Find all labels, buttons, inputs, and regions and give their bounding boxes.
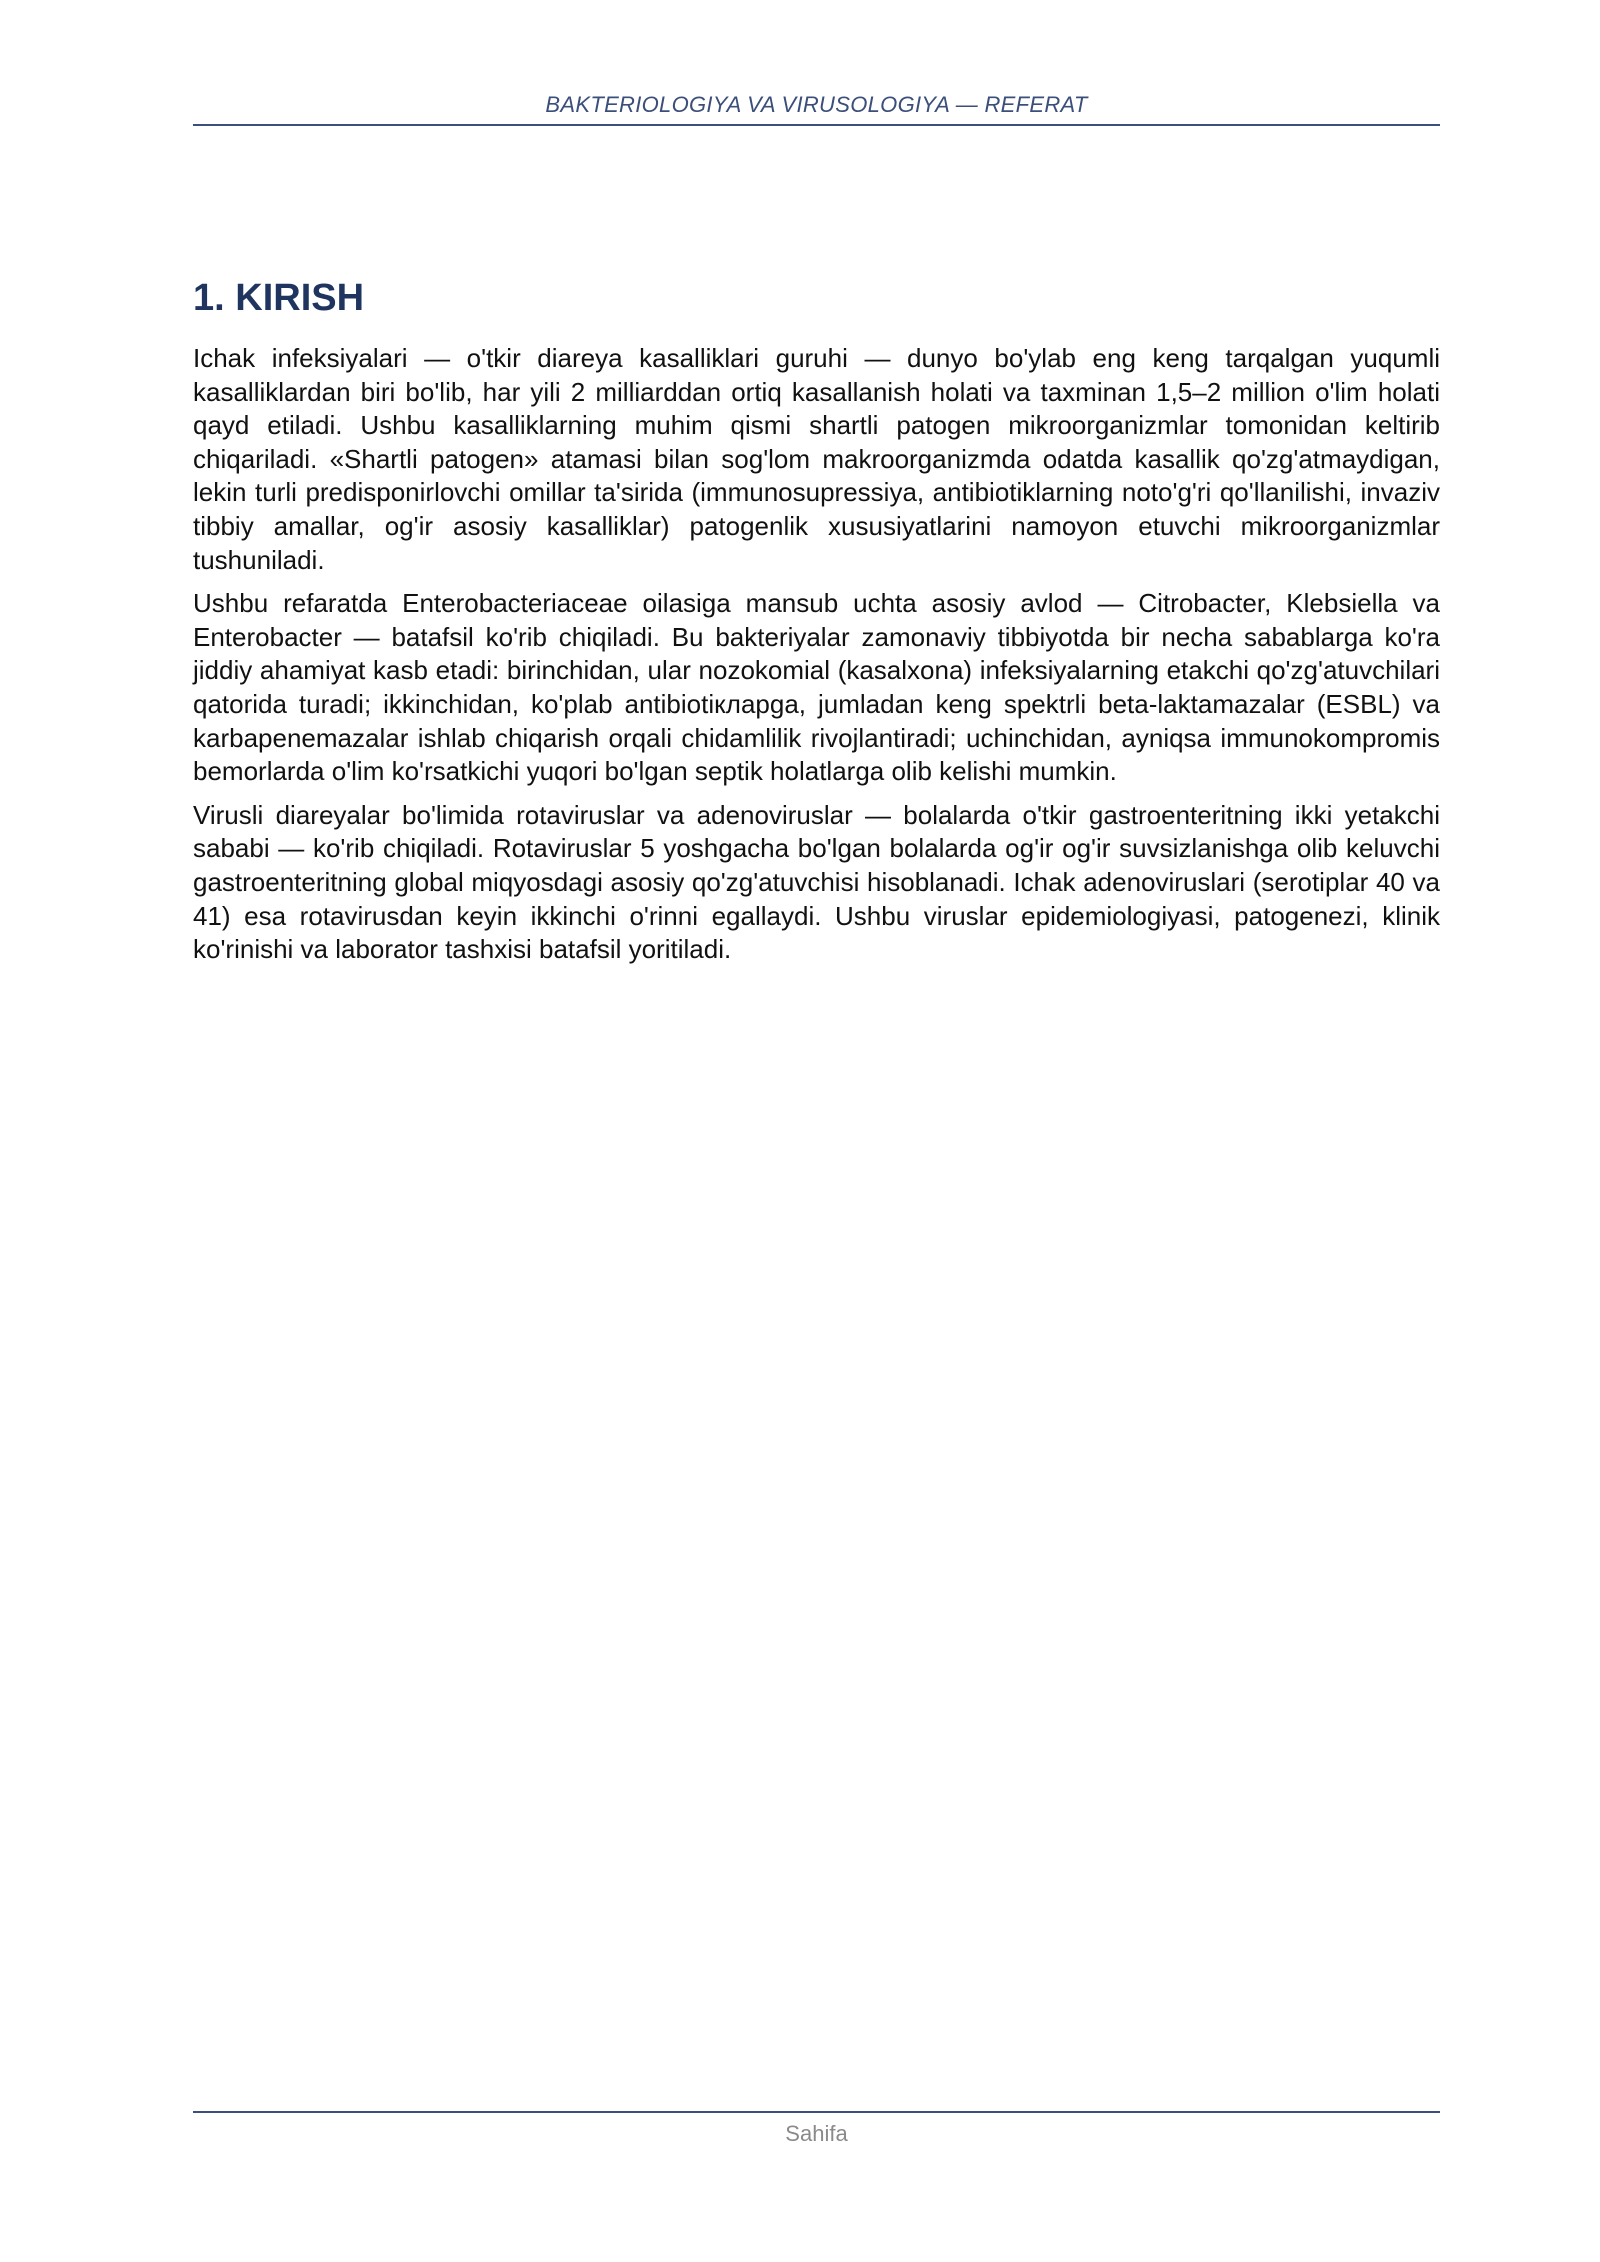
footer-divider (193, 2111, 1440, 2113)
section-title: 1. KIRISH (193, 277, 365, 319)
page-footer-label: Sahifa (785, 2121, 848, 2146)
running-header: BAKTERIOLOGIYA VA VIRUSOLOGIYA — REFERAT (545, 92, 1088, 117)
paragraph-bacteria: Ushbu refaratda Enterobacteriaceae oilasiga mansub uchta asosiy avlod — Citrobacter, Klebsiella va Enterobacter — batafsil ko'rib chiqiladi. Bu bakteriyalar zamonaviy tibbiyotda bir necha sabablarga ko'ra jiddiy ahamiyat kasb etadi: birinchidan, ular nozokomial (kasalxona) infeksiyalarning etakchi qo'zg'atuvchilari qatorida turadi; ikkinchidan, ko'plab antibiotiкларga, jumladan keng spektrli beta-laktamazalar (ESBL) va karbapenemazalar ishlab chiqarish orqali chidamlilik rivojlantiradi; uchinchidan, ayniqsa immunokompromis bemorlarda o'lim ko'rsatkichi yuqori bo'lgan septik holatlarga olib kelishi mumkin. (193, 588, 1440, 787)
paragraph-viruses: Virusli diareyalar bo'limida rotaviruslar va adenoviruslar — bolalarda o'tkir gastroenteritning ikki yetakchi sababi — ko'rib chiqiladi. Rotaviruslar 5 yoshgacha bo'lgan bolalarda og'ir og'ir suvsizlanishga olib keluvchi gastroenteritning global miqyosdagi asosiy qo'zg'atuvchisi hisoblanadi. Ichak adenoviruslari (serotiplar 40 va 41) esa rotavirusdan keyin ikkinchi o'rinni egallaydi. Ushbu viruslar epidemiologiyasi, patogenezi, klinik ko'rinishi va laborator tashxisi batafsil yoritiladi. (193, 799, 1440, 965)
page-content (193, 270, 1440, 977)
header-divider (193, 124, 1440, 126)
paragraph-intro: Ichak infeksiyalari — o'tkir diareya kasalliklari guruhi — dunyo bo'ylab eng keng tarqalgan yuqumli kasalliklardan biri bo'lib, har yili 2 milliarddan ortiq kasallanish holati va taxminan 1,5–2 million o'lim holati qayd etiladi. Ushbu kasalliklarning muhim qismi shartli patogen mikroorganizmlar tomonidan keltirib chiqariladi. «Shartli patogen» atamasi bilan sog'lom makroorganizmda odatda kasallik qo'zg'atmaydigan, lekin turli predisponirlovchi omillar ta'sirida (immunosupressiya, antibiotiklarning noto'g'ri qo'llanilishi, invaziv tibbiy amallar, og'ir asosiy kasalliklar) patogenlik xususiyatlarini namoyon etuvchi mikroorganizmlar tushuniladi. (193, 343, 1440, 575)
